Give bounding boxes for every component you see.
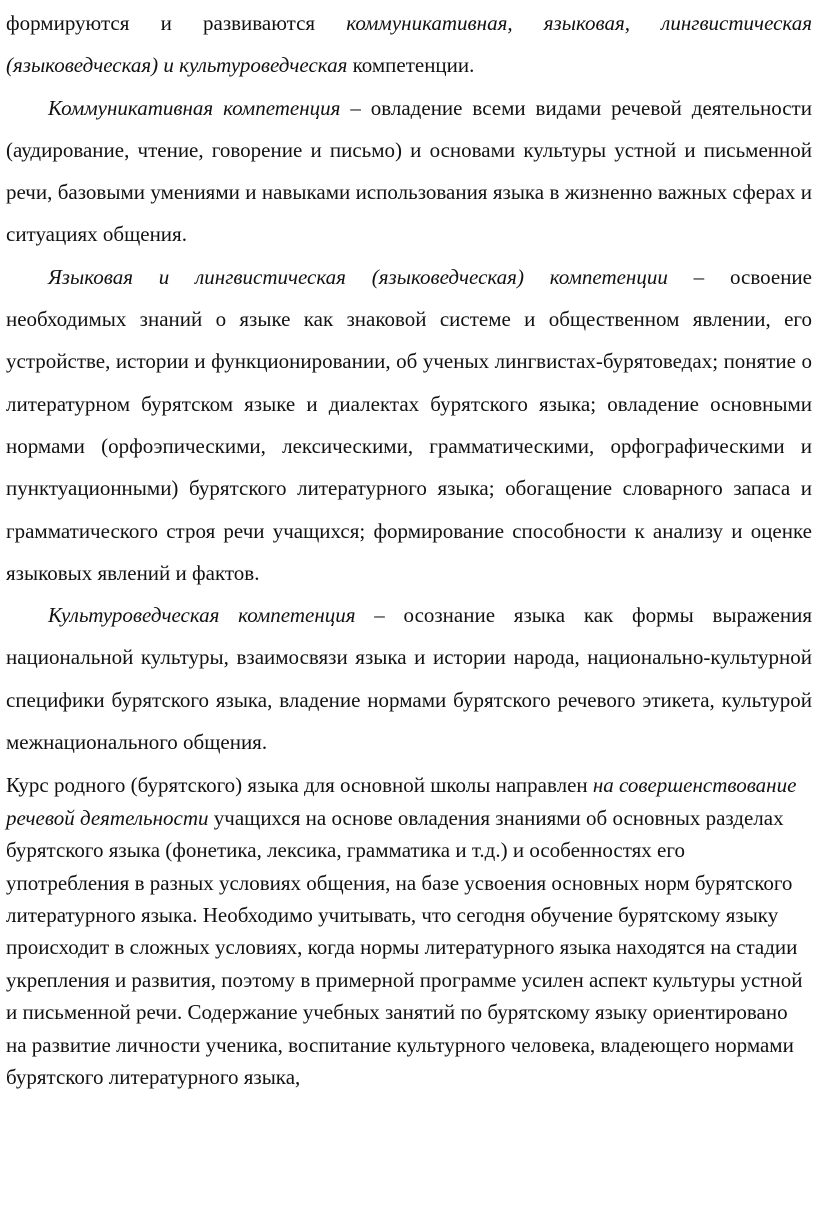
text-segment: компетенции. <box>347 53 475 78</box>
paragraph-linguistic-competence <box>6 256 812 594</box>
text-segment: – овладение всеми видами речевой деятельности (аудирование, чтение, говорение и письмо) и основами культуры устной и письменной речи, базовыми умениями и навыками использования языка в жизненно важных сферах и ситуациях общения. <box>6 95 812 247</box>
term-communicative-competence: Коммуникативная компетенция <box>48 95 341 120</box>
text-segment: учащихся на основе овладения знаниями об основных разделах бурятского языка (фонетика, лексика, грамматика и т.д.) и особенностях его употребления в разных условиях общения, на базе усвоения основных норм бурятского литературного языка. Необходимо учитывать, что сегодня обучение бурятскому языку происходит в сложных условиях, когда нормы литературного языка находятся на стадии укрепления и развития, поэтому в примерной программе усилен аспект культуры устной и письменной речи. Содержание учебных занятий по бурятскому языку ориентировано на развитие личности ученика, воспитание культурного человека, владеющего нормами бурятского литературного языка, <box>6 805 803 1089</box>
text-segment: – осознание языка как формы выражения национальной культуры, взаимосвязи языка и истории народа, национально-культурной специфики бурятского языка, владение нормами бурятского речевого этикета, культурой межнационального общения. <box>6 603 812 755</box>
text-segment-italic: коммуникативная, языковая, лингвистическая (языковедческая) и культуроведческая <box>6 11 812 78</box>
text-segment-italic: на совершенствование речевой деятельности <box>6 773 797 830</box>
text-segment: – освоение необходимых знаний о языке как знаковой системе и общественном явлении, его устройстве, истории и функционировании, об ученых лингвистах-бурятоведах; понятие о литературном бурятском языке и диалектах бурятского языка; овладение основными нормами (орфоэпическими, лексическими, грамматическими, орфографическими и пунктуационными) бурятского литературного языка; обогащение словарного запаса и грамматического строя речи учащихся; формирование способности к анализу и оценке языковых явлений и фактов. <box>6 264 812 585</box>
document-page <box>6 0 812 1093</box>
term-linguistic-competence: Языковая и лингвистическая (языковедческая) компетенции <box>48 264 668 289</box>
paragraph-cultural-competence <box>6 594 812 763</box>
text-segment: Курс родного (бурятского) языка для основной школы направлен <box>6 773 593 798</box>
paragraph-course-description <box>6 769 812 1093</box>
term-cultural-competence: Культуроведческая компетенция <box>48 603 356 628</box>
paragraph-competencies-intro <box>6 2 812 87</box>
text-segment: формируются и развиваются <box>6 11 347 35</box>
paragraph-communicative-competence <box>6 87 812 256</box>
